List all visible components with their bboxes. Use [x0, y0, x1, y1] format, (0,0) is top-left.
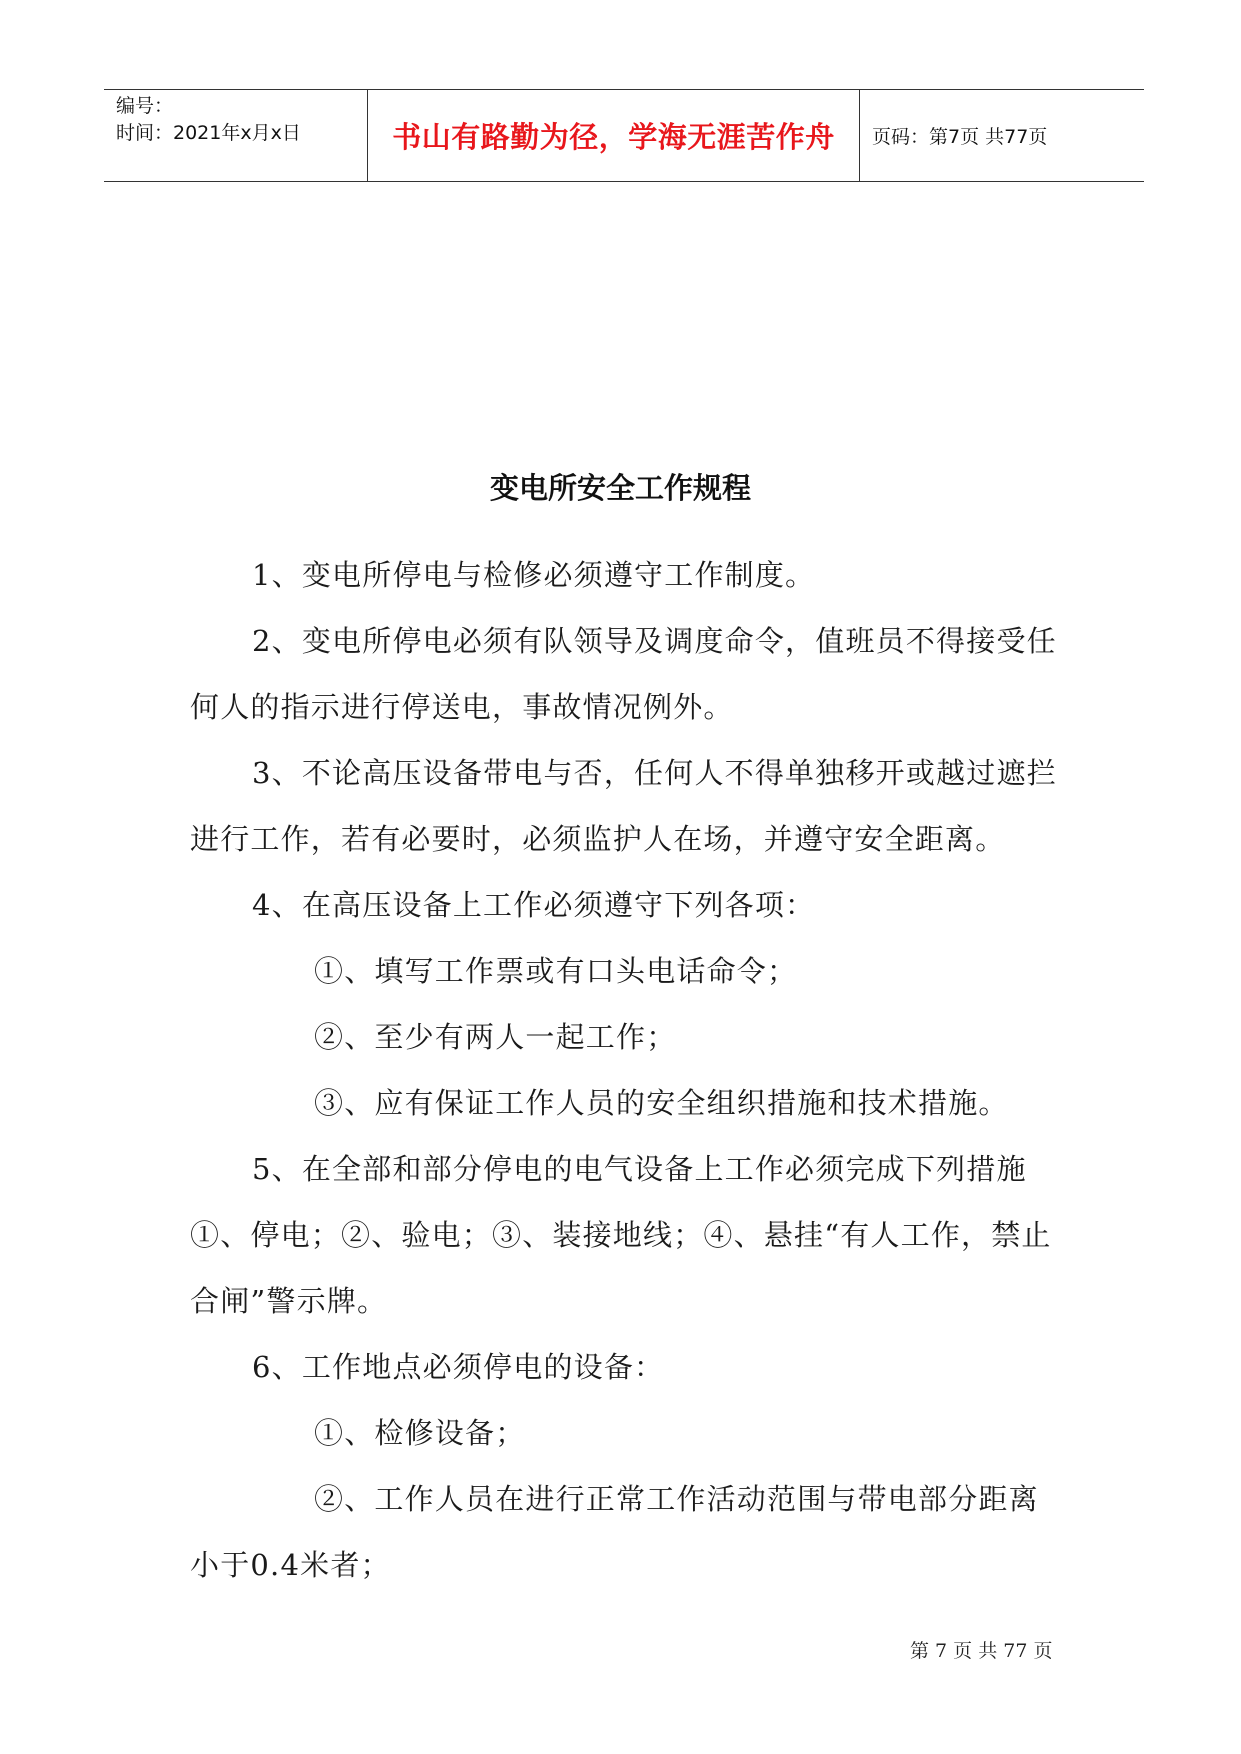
paragraph-5: 5、在全部和部分停电的电气设备上工作必须完成下列措施①、停电；②、验电；③、装接地线；④、悬挂“有人工作，禁止合闸”警示牌。	[190, 1152, 1052, 1318]
paragraph-4-item-3: ③、应有保证工作人员的安全组织措施和技术措施。	[314, 1086, 1009, 1120]
paragraph-6-item-2: ②、工作人员在进行正常工作活动范围与带电部分距离小于0.4米者；	[190, 1482, 1039, 1582]
page-footer: 第 7 页 共 77 页	[910, 1640, 1053, 1662]
paragraph-1: 1、变电所停电与检修必须遵守工作制度。	[252, 558, 816, 592]
header-page-info: 页码：第7页 共77页	[872, 126, 1048, 148]
header-meta	[104, 90, 368, 181]
document-title: 变电所安全工作规程	[489, 471, 751, 505]
paragraph-4: 4、在高压设备上工作必须遵守下列各项：	[252, 888, 816, 922]
paragraph-6: 6、工作地点必须停电的设备：	[252, 1350, 665, 1384]
paragraph-4-item-2: ②、至少有两人一起工作；	[314, 1020, 677, 1054]
paragraph-4-item-1: ①、填写工作票或有口头电话命令；	[314, 954, 798, 988]
header-motto: 书山有路勤为径，学海无涯苦作舟	[368, 90, 860, 181]
document-time-label: 时间：2021年x月x日	[116, 122, 301, 144]
paragraph-6-item-1: ①、检修设备；	[314, 1416, 526, 1450]
page-header	[104, 89, 1144, 182]
document-body	[190, 542, 1060, 1598]
paragraph-3: 3、不论高压设备带电与否，任何人不得单独移开或越过遮拦进行工作，若有必要时，必须监护人在场，并遵守安全距离。	[190, 756, 1057, 856]
paragraph-2: 2、变电所停电必须有队领导及调度命令，值班员不得接受任何人的指示进行停送电，事故情况例外。	[190, 624, 1057, 724]
document-number-label: 编号：	[116, 95, 174, 117]
